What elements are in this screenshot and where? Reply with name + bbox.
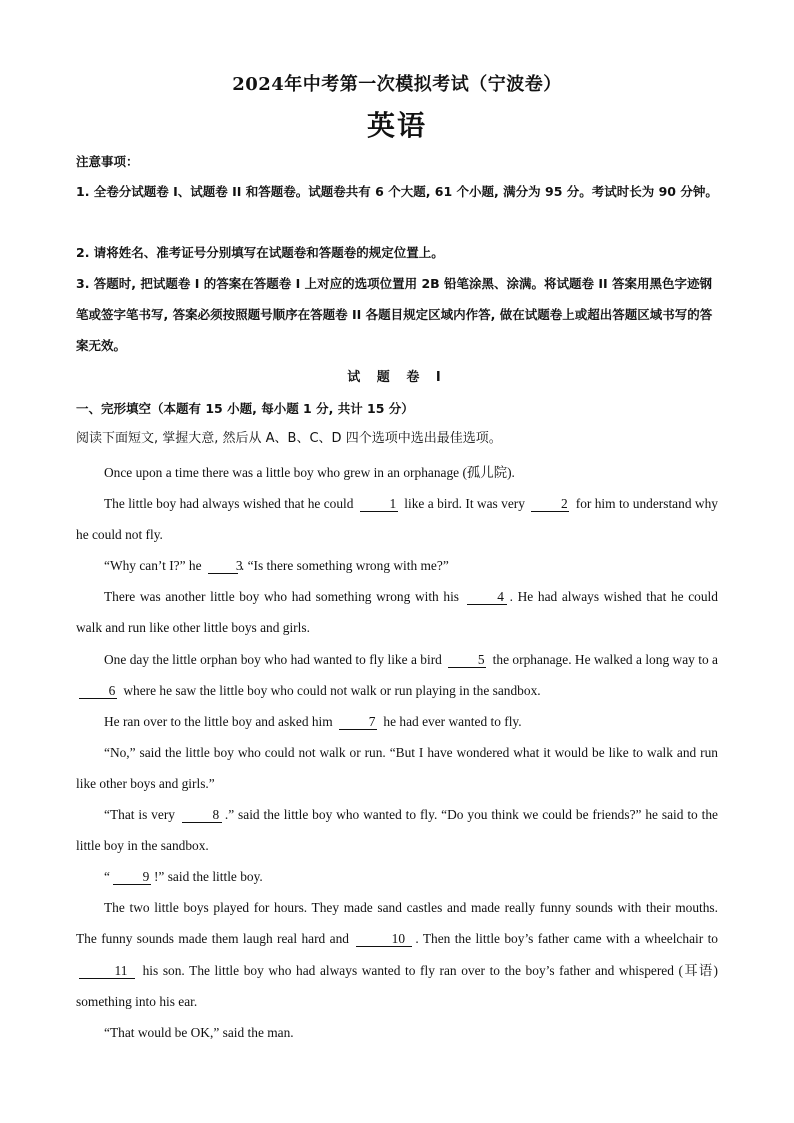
part-title: 一、完形填空（本题有 15 小题, 每小题 1 分, 共计 15 分） — [76, 401, 414, 416]
paragraph-text: “That is very — [104, 807, 175, 823]
blank-1: 1 — [360, 497, 398, 512]
paragraph-text: his son. The little boy who had always wanted to fly ran over to the boy’s father and whispered (耳语) something into his ear. — [76, 962, 718, 1009]
paragraph-text: “ — [104, 869, 110, 885]
paragraph — [76, 457, 718, 488]
paragraph-text: Once upon a time there was a little boy who grew in an orphanage (孤儿院). — [104, 465, 515, 480]
paragraph-text: like a bird. It was very — [404, 496, 525, 512]
paragraph — [76, 488, 718, 550]
paragraph — [76, 799, 718, 861]
notice-item-2: 2. 请将姓名、准考证号分别填写在试题卷和答题卷的规定位置上。 — [76, 245, 444, 260]
paragraph-text: . “Is there something wrong with me?” — [240, 558, 449, 574]
paragraph — [76, 1017, 718, 1048]
paragraph-text: The two little boys played for hours. They made sand castles and made really funny sounds with their mouths. The funny sounds made them laugh real hard and — [76, 900, 718, 947]
paragraph-text: !” said the little boy. — [153, 869, 263, 885]
paragraph — [76, 706, 718, 737]
paragraph-text: . He had always wished that he could walk and run like other little boys and girls. — [76, 589, 718, 636]
paragraph-text: “No,” said the little boy who could not walk or run. “But I have wondered what it would be like to walk and run like other boys and girls.” — [76, 744, 718, 791]
paragraph-text: the orphanage. He walked a long way to a — [492, 651, 718, 667]
blank-6: 6 — [79, 684, 117, 699]
paragraph-text: . Then the little boy’s father came with a wheelchair to — [415, 931, 718, 947]
paragraph-text: One day the little orphan boy who had wanted to fly like a bird — [104, 651, 442, 667]
paragraph — [76, 892, 718, 1016]
paragraph — [76, 550, 718, 581]
paragraph-text: he had ever wanted to fly. — [383, 713, 522, 729]
paragraph — [76, 737, 718, 799]
paragraph-text: There was another little boy who had something wrong with his — [104, 589, 460, 605]
paragraph-text: for him to understand why he could not fly. — [76, 496, 718, 543]
paragraph-text: “That would be OK,” said the man. — [104, 1024, 294, 1040]
blank-7: 7 — [339, 715, 377, 730]
paragraph-text: .” said the little boy who wanted to fly. “Do you think we could be friends?” he said to the little boy in the sandbox. — [76, 807, 718, 854]
blank-9: 9 — [113, 870, 151, 885]
subject-title: 英语 — [366, 109, 427, 142]
blank-3: 3 — [208, 559, 238, 574]
paragraph — [76, 861, 718, 892]
paragraph — [76, 581, 718, 643]
blank-5: 5 — [448, 653, 486, 668]
paragraph-text: The little boy had always wished that he could — [104, 496, 354, 512]
blank-4: 4 — [467, 590, 507, 605]
notice-heading: 注意事项： — [76, 154, 139, 169]
blank-10: 10 — [356, 932, 412, 947]
paragraph-text: where he saw the little boy who could not walk or run playing in the sandbox. — [123, 682, 541, 698]
blank-11: 11 — [79, 964, 135, 979]
paragraph — [76, 644, 718, 706]
notice-item-3: 3. 答题时, 把试题卷 I 的答案在答题卷 I 上对应的选项位置用 2B 铅笔涂黑、涂满。将试题卷 II 答案用黑色字迹钢笔或签字笔书写, 答案必须按照题号顺序在答题卷 II 各题目规定区域内作答, 做在试题卷上或超出答题区域书写的答案无效。 — [76, 276, 713, 353]
notice-item-1: 1. 全卷分试题卷 I、试题卷 II 和答题卷。试题卷共有 6 个大题, 61 个小题, 满分为 95 分。考试时长为 90 分钟。 — [76, 184, 718, 199]
paragraph-text: “Why can’t I?” he — [104, 558, 202, 574]
section-heading: 试 题 卷 I — [347, 370, 447, 385]
cloze-passage — [76, 457, 718, 1048]
blank-2: 2 — [531, 497, 569, 512]
blank-8: 8 — [182, 808, 222, 823]
paragraph-text: He ran over to the little boy and asked him — [104, 713, 333, 729]
directions: 阅读下面短文, 掌握大意, 然后从 A、B、C、D 四个选项中选出最佳选项。 — [76, 431, 502, 446]
exam-title: 2024年中考第一次模拟考试（宁波卷） — [232, 74, 562, 95]
